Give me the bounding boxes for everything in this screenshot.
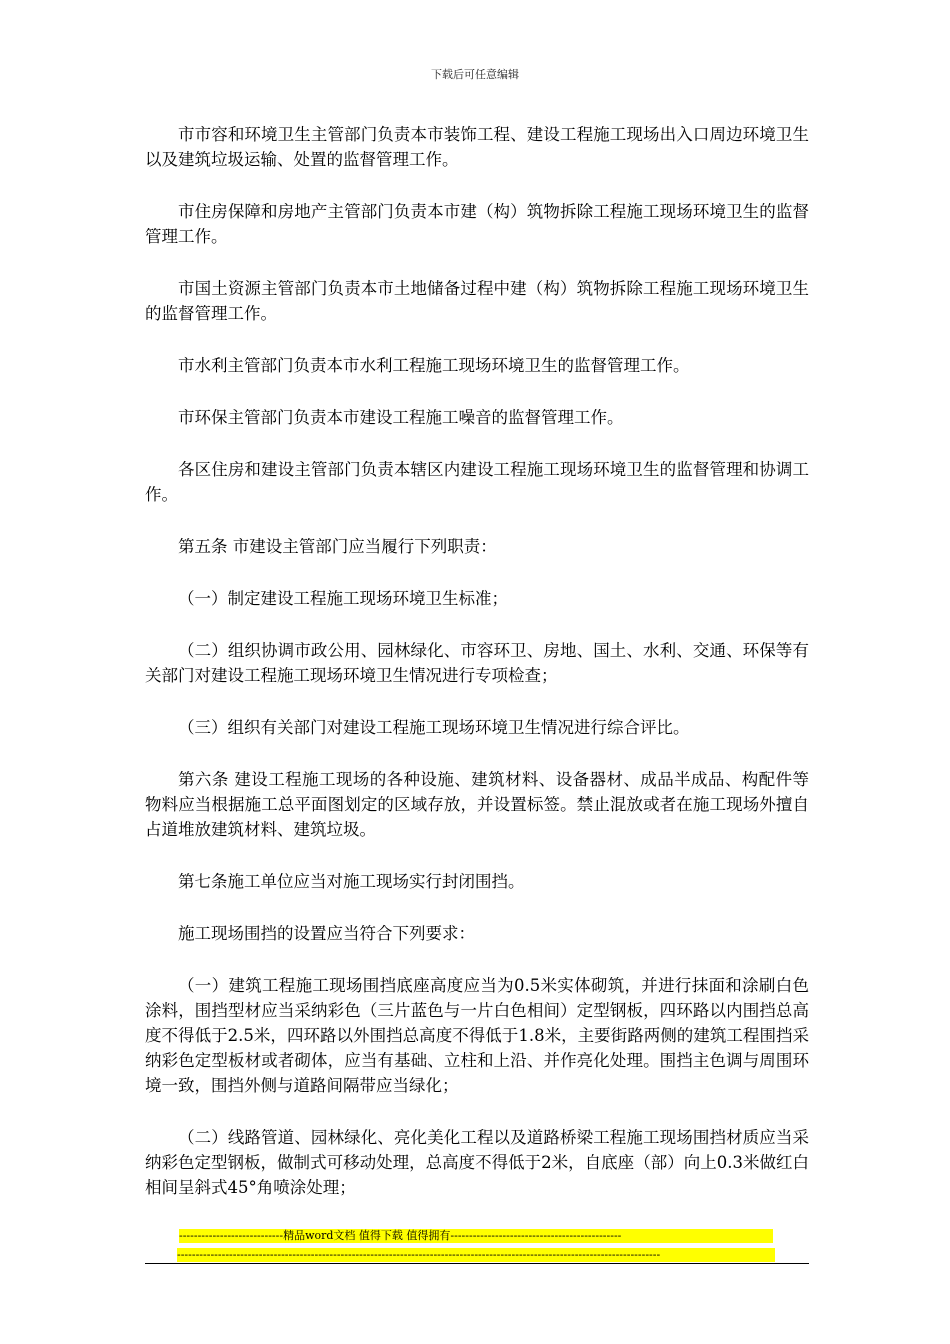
paragraph: 各区住房和建设主管部门负责本辖区内建设工程施工现场环境卫生的监督管理和协调工作。 bbox=[145, 460, 809, 504]
footer-dashes: ---------------------------------------------------------------------------------------------------------------------------------- bbox=[177, 1248, 775, 1262]
page-footer bbox=[145, 1228, 809, 1266]
paragraph: 市环保主管部门负责本市建设工程施工噪音的监督管理工作。 bbox=[178, 408, 624, 427]
article-heading: 第五条 市建设主管部门应当履行下列职责： bbox=[178, 537, 497, 556]
list-item: （二）组织协调市政公用、园林绿化、市容环卫、房地、国土、水利、交通、环保等有关部门对建设工程施工现场环境卫生情况进行专项检查； bbox=[145, 641, 809, 685]
list-item: （一）建筑工程施工现场围挡底座高度应当为0.5米实体砌筑，并进行抹面和涂刷白色涂料，围挡型材应当采纳彩色（三片蓝色与一片白色相间）定型钢板，四环路以内围挡总高度不得低于2.5米，四环路以外围挡总高度不得低于1.8米，主要街路两侧的建筑工程围挡采纳彩色定型板材或者砌体，应当有基础、立柱和上沿、并作亮化处理。围挡主色调与周围环境一致，围挡外侧与道路间隔带应当绿化； bbox=[145, 976, 809, 1095]
paragraph: 市国土资源主管部门负责本市土地储备过程中建（构）筑物拆除工程施工现场环境卫生的监督管理工作。 bbox=[145, 279, 809, 323]
paragraph: 市水利主管部门负责本市水利工程施工现场环境卫生的监督管理工作。 bbox=[178, 356, 690, 375]
list-item: （一）制定建设工程施工现场环境卫生标准； bbox=[178, 589, 508, 608]
list-item: （二）线路管道、园林绿化、亮化美化工程以及道路桥梁工程施工现场围挡材质应当采纳彩色定型钢板，做制式可移动处理，总高度不得低于2米，自底座（部）向上0.3米做红白相间呈斜式45°角喷涂处理； bbox=[145, 1128, 809, 1197]
article-paragraph: 第六条 建设工程施工现场的各种设施、建筑材料、设备器材、成品半成品、构配件等物料应当根据施工总平面图划定的区域存放，并设置标签。禁止混放或者在施工现场外擅自占道堆放建筑材料、建筑垃圾。 bbox=[145, 770, 809, 839]
paragraph: 施工现场围挡的设置应当符合下列要求： bbox=[178, 924, 475, 943]
article-paragraph: 第七条施工单位应当对施工现场实行封闭围挡。 bbox=[178, 872, 525, 891]
footer-divider bbox=[145, 1263, 809, 1264]
paragraph: 市市容和环境卫生主管部门负责本市装饰工程、建设工程施工现场出入口周边环境卫生以及建筑垃圾运输、处置的监督管理工作。 bbox=[145, 125, 809, 169]
document-body bbox=[145, 122, 809, 1227]
page-header: 下载后可任意编辑 bbox=[431, 68, 519, 81]
list-item: （三）组织有关部门对建设工程施工现场环境卫生情况进行综合评比。 bbox=[178, 718, 690, 737]
footer-banner: ----------------------------精品word文档 值得下载 值得拥有---------------------------------------------- bbox=[179, 1229, 773, 1243]
paragraph: 市住房保障和房地产主管部门负责本市建（构）筑物拆除工程施工现场环境卫生的监督管理工作。 bbox=[145, 202, 809, 246]
